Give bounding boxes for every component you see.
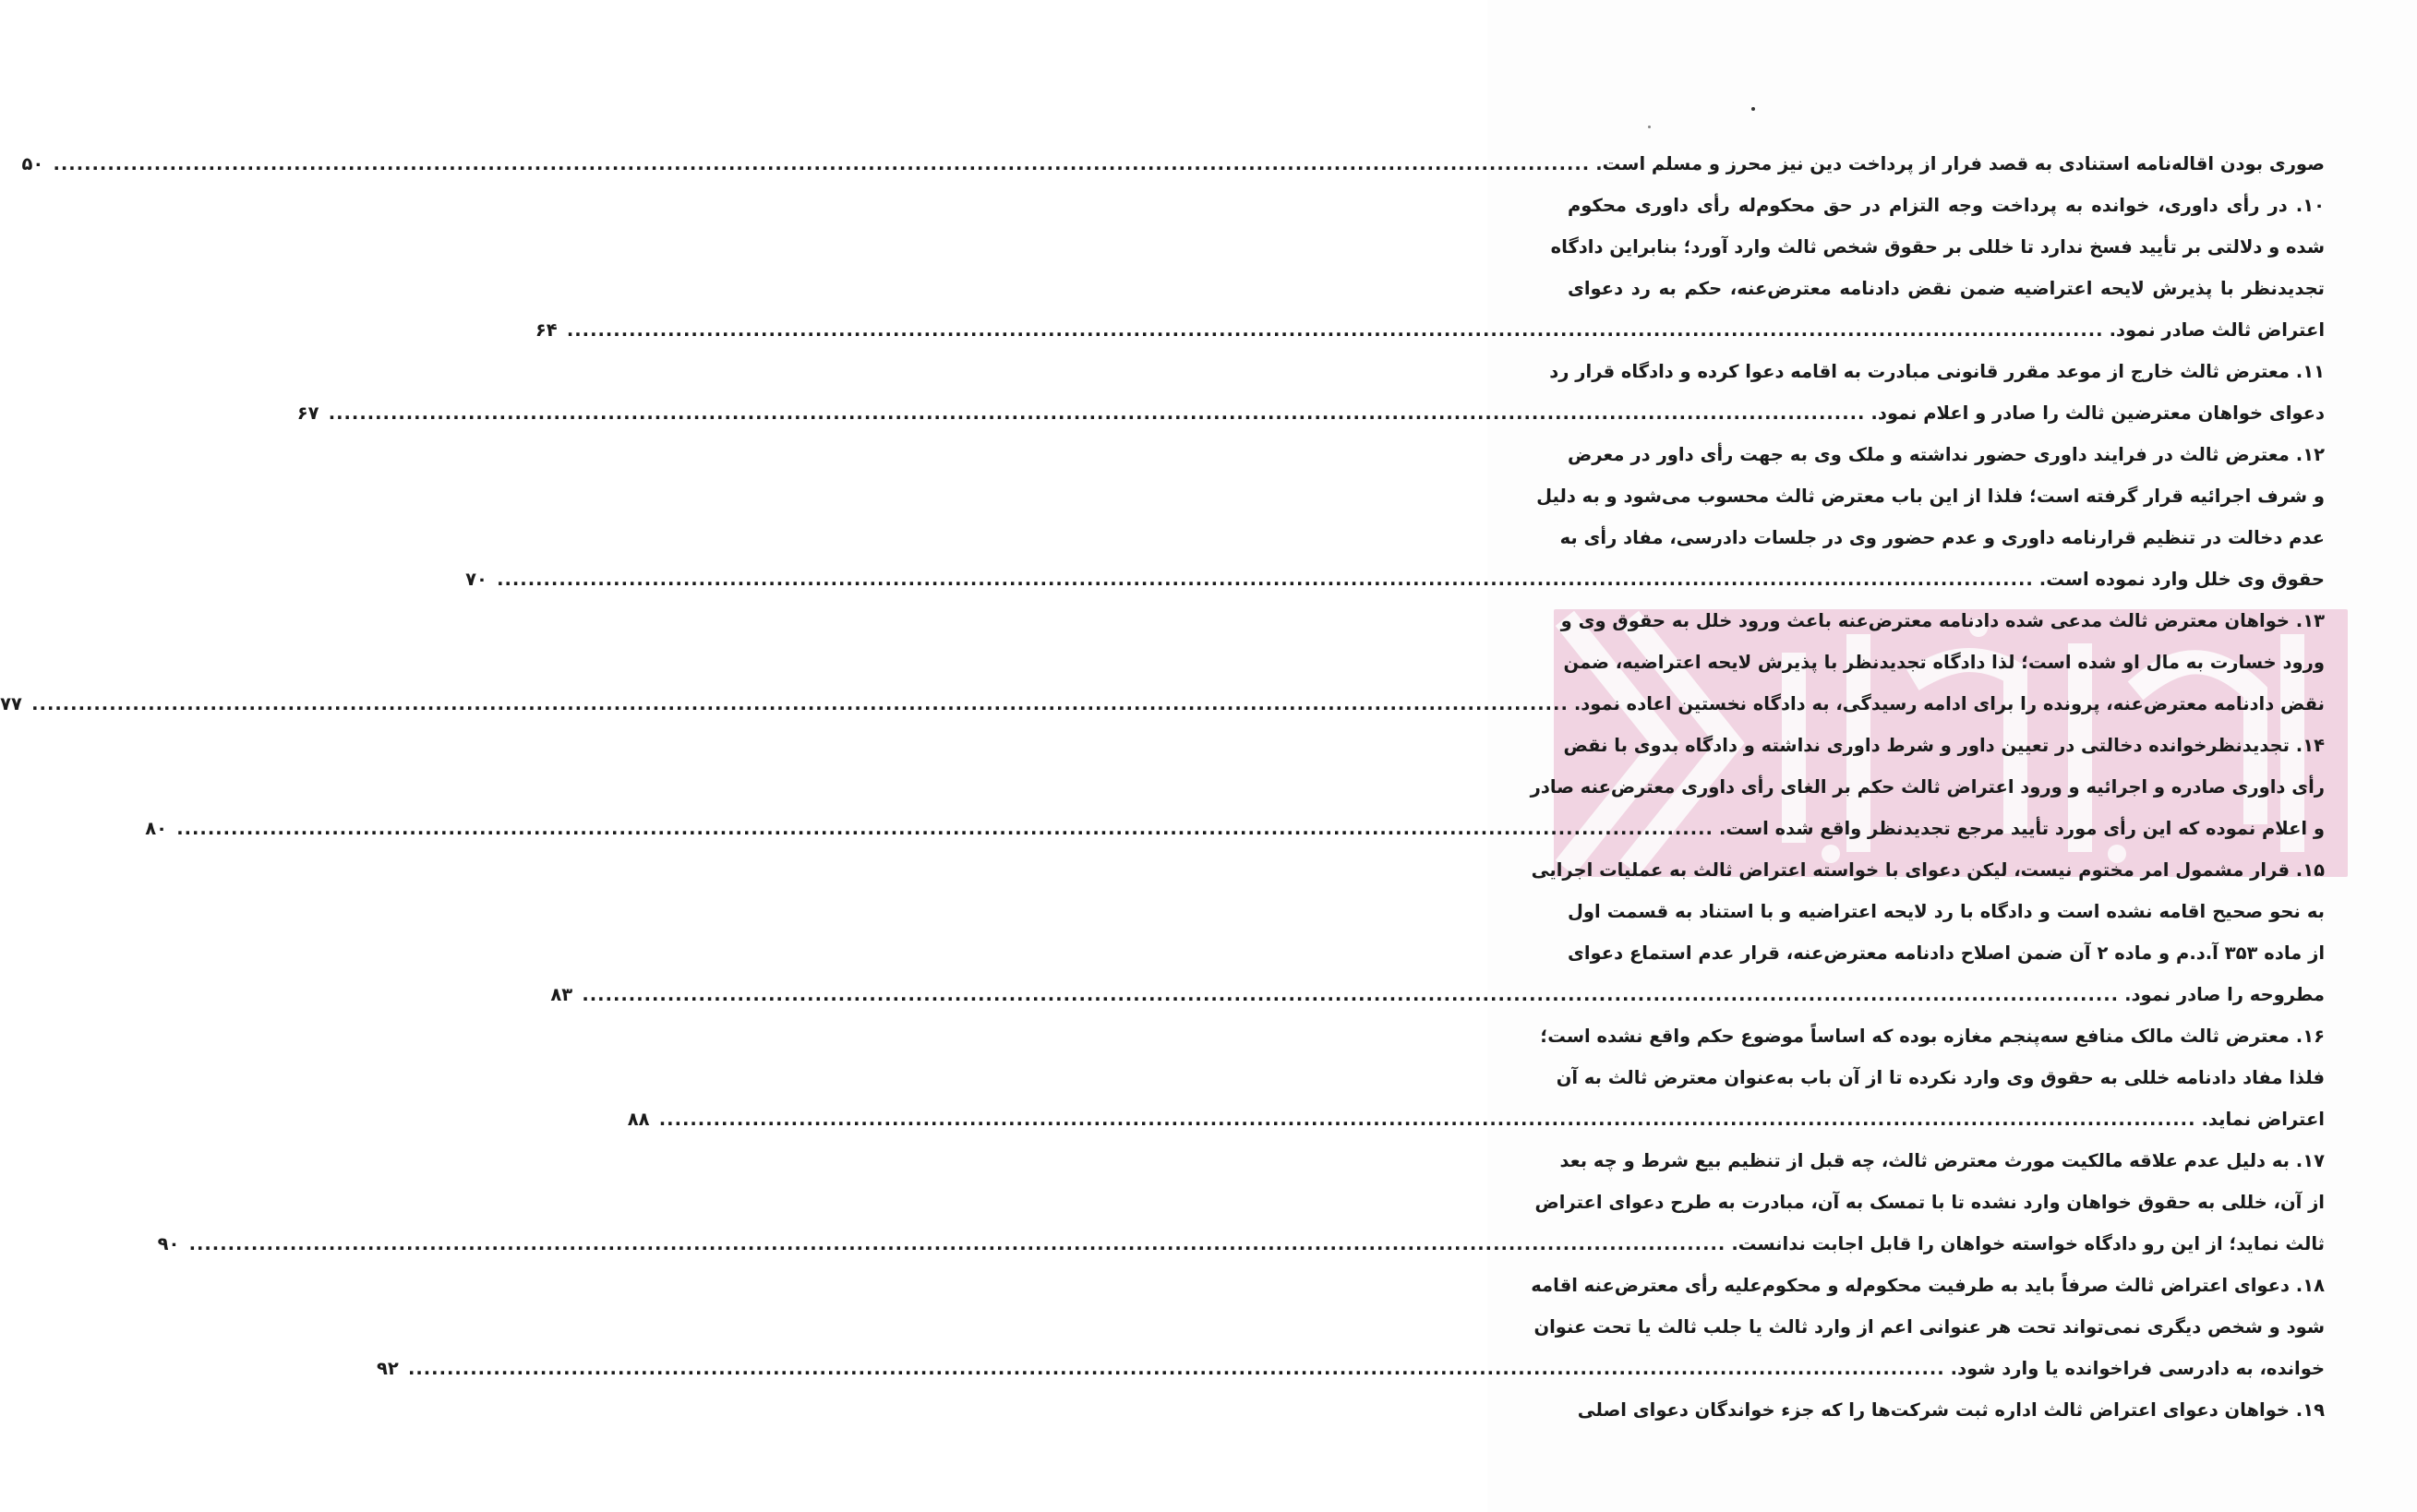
toc-entry bbox=[627, 1015, 2325, 1140]
toc-entry-text: شود و شخص دیگری نمی‌تواند تحت هر عنوانی اعم از وارد ثالث یا جلب ثالث یا تحت عنوان bbox=[1533, 1316, 2325, 1338]
toc-entry-last-line bbox=[21, 143, 2325, 185]
toc-entry-text: از آن، خللی به حقوق خواهان وارد نشده تا با تمسک به آن، مبادرت به طرح دعوای اعتراض bbox=[1534, 1192, 2325, 1213]
toc-entry-last-line bbox=[535, 309, 2325, 351]
toc-entry-text: ثالث نماید؛ از این رو دادگاه خواسته خواهان را قابل اجابت ندانست. bbox=[1731, 1233, 2325, 1254]
toc-entry-line bbox=[1549, 351, 2325, 392]
page-number: ۹۲ bbox=[376, 1358, 399, 1379]
toc-entry-last-line bbox=[296, 392, 2325, 434]
toc-entry-text: نقض دادنامه معترض‌عنه، پرونده را برای ادامه رسیدگی، به دادگاه نخستین اعاده نمود. bbox=[1573, 693, 2325, 714]
toc-entry-line bbox=[1563, 642, 2325, 683]
toc-entry-text: رأی داوری صادره و اجرائیه و ورود اعتراض ثالث حکم بر الغای رأی داوری معترض‌عنه صادر bbox=[1530, 776, 2325, 798]
toc-entry-line bbox=[1563, 725, 2325, 766]
toc-entry-text: خوانده، به دادرسی فراخوانده یا وارد شود. bbox=[1950, 1358, 2325, 1379]
toc-entry-text: تجدیدنظر با پذیرش لایحه اعتراضیه ضمن نقض دادنامه معترض‌عنه، حکم به رد دعوای bbox=[1568, 278, 2325, 299]
toc-entry bbox=[465, 434, 2325, 600]
toc-entry-line bbox=[1533, 1306, 2325, 1348]
toc-entry-text: ۱۸. دعوای اعتراض ثالث صرفاً باید به طرفیت محکوم‌له و محکوم‌علیه رأی معترض‌عنه اقامه bbox=[1531, 1275, 2325, 1296]
toc-entry-text: شده و دلالتی بر تأیید فسخ ندارد تا خللی بر حقوق شخص ثالث وارد آورد؛ بنابراین دادگاه bbox=[1550, 236, 2325, 258]
page-number: ۹۰ bbox=[157, 1233, 180, 1254]
toc-entry-text: ۱۴. تجدیدنظرخوانده دخالتی در تعیین داور و شرط داوری نداشته و دادگاه بدوی با نقض bbox=[1563, 735, 2325, 756]
page-number: ۶۴ bbox=[535, 319, 558, 341]
toc-entry-text: به نحو صحیح اقامه نشده است و دادگاه با رد لایحه اعتراضیه و با استناد به قسمت اول bbox=[1568, 901, 2325, 922]
toc-entry-last-line bbox=[376, 1348, 2325, 1389]
dot-leader bbox=[567, 309, 2104, 351]
toc-entry-line bbox=[1568, 891, 2325, 932]
toc-entry-text: ۱۱. معترض ثالث خارج از موعد مقرر قانونی مبادرت به اقامه دعوا کرده و دادگاه قرار رد bbox=[1549, 361, 2325, 382]
toc-entry-text: از ماده ۳۵۳ آ.د.م و ماده ۲ آن ضمن اصلاح دادنامه معترض‌عنه، قرار عدم استماع دعوای bbox=[1568, 942, 2325, 964]
toc-entry bbox=[296, 351, 2325, 434]
toc-entry-line bbox=[1534, 1182, 2325, 1223]
toc-entry-line bbox=[1530, 766, 2325, 808]
page-number: ۵۰ bbox=[21, 153, 44, 174]
dot-leader bbox=[53, 143, 1590, 185]
toc-entry-text: صوری بودن اقاله‌نامه استنادی به قصد فرار از پرداخت دین نیز محرز و مسلم است. bbox=[1595, 153, 2325, 174]
toc-entry-line bbox=[1540, 1015, 2325, 1057]
page-number: ۸۰ bbox=[145, 818, 168, 839]
toc-entry-line bbox=[1531, 1265, 2325, 1306]
stray-ink-dot bbox=[1751, 107, 1755, 111]
toc-entry-text: اعتراض نماید. bbox=[2201, 1109, 2325, 1130]
toc-entry-line bbox=[1550, 226, 2325, 268]
toc-entry-text: و شرف اجرائیه قرار گرفته است؛ فلذا از این باب معترض ثالث محسوب می‌شود و به دلیل bbox=[1536, 486, 2325, 507]
page-number: ۷۷ bbox=[0, 693, 22, 714]
toc-entry-line bbox=[1531, 849, 2325, 891]
page-number: ۷۰ bbox=[465, 569, 487, 590]
toc-entry-text: فلذا مفاد دادنامه خللی به حقوق وی وارد نکرده تا از آن باب به‌عنوان معترض ثالث به آن bbox=[1556, 1067, 2325, 1088]
dot-leader bbox=[189, 1223, 1726, 1265]
page-number: ۸۸ bbox=[627, 1109, 650, 1130]
toc-entry-last-line bbox=[550, 974, 2325, 1015]
toc-entry-last-line bbox=[627, 1098, 2325, 1140]
toc-entry-line bbox=[1568, 932, 2325, 974]
toc-entry-line bbox=[1560, 600, 2325, 642]
toc-entry-last-line bbox=[1568, 1389, 2325, 1431]
toc-entry-last-line bbox=[465, 558, 2325, 600]
toc-entry bbox=[376, 1265, 2325, 1389]
toc-entry-last-line bbox=[157, 1223, 2325, 1265]
toc-entry-line bbox=[1556, 1057, 2325, 1098]
toc-entry bbox=[1568, 1389, 2325, 1431]
dot-leader bbox=[497, 558, 2034, 600]
toc-entry-line bbox=[1536, 475, 2325, 517]
toc-entry bbox=[145, 725, 2325, 849]
toc-entry bbox=[0, 600, 2325, 725]
table-of-contents bbox=[0, 143, 2325, 1431]
toc-entry-text: عدم دخالت در تنظیم قرارنامه داوری و عدم حضور وی در جلسات دادرسی، مفاد رأی به bbox=[1559, 527, 2325, 548]
toc-entry-line bbox=[1559, 1140, 2325, 1182]
toc-entry-text: حقوق وی خلل وارد نموده است. bbox=[2038, 569, 2325, 590]
toc-entry-last-line bbox=[145, 808, 2325, 849]
toc-entry bbox=[535, 185, 2325, 351]
dot-leader bbox=[176, 808, 1714, 849]
toc-entry-text: ۱۵. قرار مشمول امر مختوم نیست، لیکن دعوای با خواسته اعتراض ثالث به عملیات اجرایی bbox=[1531, 859, 2325, 881]
toc-entry-line bbox=[1568, 268, 2325, 309]
toc-entry-last-line bbox=[0, 683, 2325, 725]
toc-entry-text: ۱۳. خواهان معترض ثالث مدعی شده دادنامه معترض‌عنه باعث ورود خلل به حقوق وی و bbox=[1560, 610, 2325, 631]
toc-entry-text: ۱۶. معترض ثالث مالک منافع سه‌پنجم مغازه بوده که اساساً موضوع حکم واقع نشده است؛ bbox=[1540, 1026, 2325, 1047]
stray-ink-dot bbox=[1648, 126, 1651, 128]
toc-entry-text: ۱۷. به دلیل عدم علاقه مالکیت مورث معترض ثالث، چه قبل از تنظیم بیع شرط و چه بعد bbox=[1559, 1150, 2325, 1171]
toc-entry-text: و اعلام نموده که این رأی مورد تأیید مرجع تجدیدنظر واقع شده است. bbox=[1718, 818, 2325, 839]
dot-leader bbox=[31, 683, 1569, 725]
dot-leader bbox=[408, 1348, 1945, 1389]
toc-entry bbox=[157, 1140, 2325, 1265]
toc-entry-line bbox=[1568, 185, 2325, 226]
dot-leader bbox=[659, 1098, 2196, 1140]
toc-entry-text: ۱۲. معترض ثالث در فرایند داوری حضور نداشته و ملک وی به جهت رأی داور در معرض bbox=[1568, 444, 2325, 465]
toc-entry bbox=[21, 143, 2325, 185]
toc-entry-text: ۱۹. خواهان دعوای اعتراض ثالث اداره ثبت شرکت‌ها را که جزء خواندگان دعوای اصلی bbox=[1577, 1399, 2325, 1421]
page-number: ۸۳ bbox=[550, 984, 573, 1005]
page-number: ۶۷ bbox=[296, 402, 319, 424]
toc-entry-text: مطروحه را صادر نمود. bbox=[2124, 984, 2325, 1005]
toc-entry-text: ورود خسارت به مال او شده است؛ لذا دادگاه تجدیدنظر با پذیرش لایحه اعتراضیه، ضمن bbox=[1563, 652, 2325, 673]
dot-leader bbox=[582, 974, 2119, 1015]
toc-entry bbox=[550, 849, 2325, 1015]
toc-entry-line bbox=[1559, 517, 2325, 558]
dot-leader bbox=[329, 392, 1866, 434]
toc-entry-text: اعتراض ثالث صادر نمود. bbox=[2109, 319, 2325, 341]
toc-entry-text: دعوای خواهان معترضین ثالث را صادر و اعلام نمود. bbox=[1870, 402, 2325, 424]
toc-entry-line bbox=[1568, 434, 2325, 475]
toc-entry-text: ۱۰. در رأی داوری، خوانده به پرداخت وجه التزام در حق محکوم‌له رأی داوری محکوم bbox=[1568, 195, 2325, 216]
